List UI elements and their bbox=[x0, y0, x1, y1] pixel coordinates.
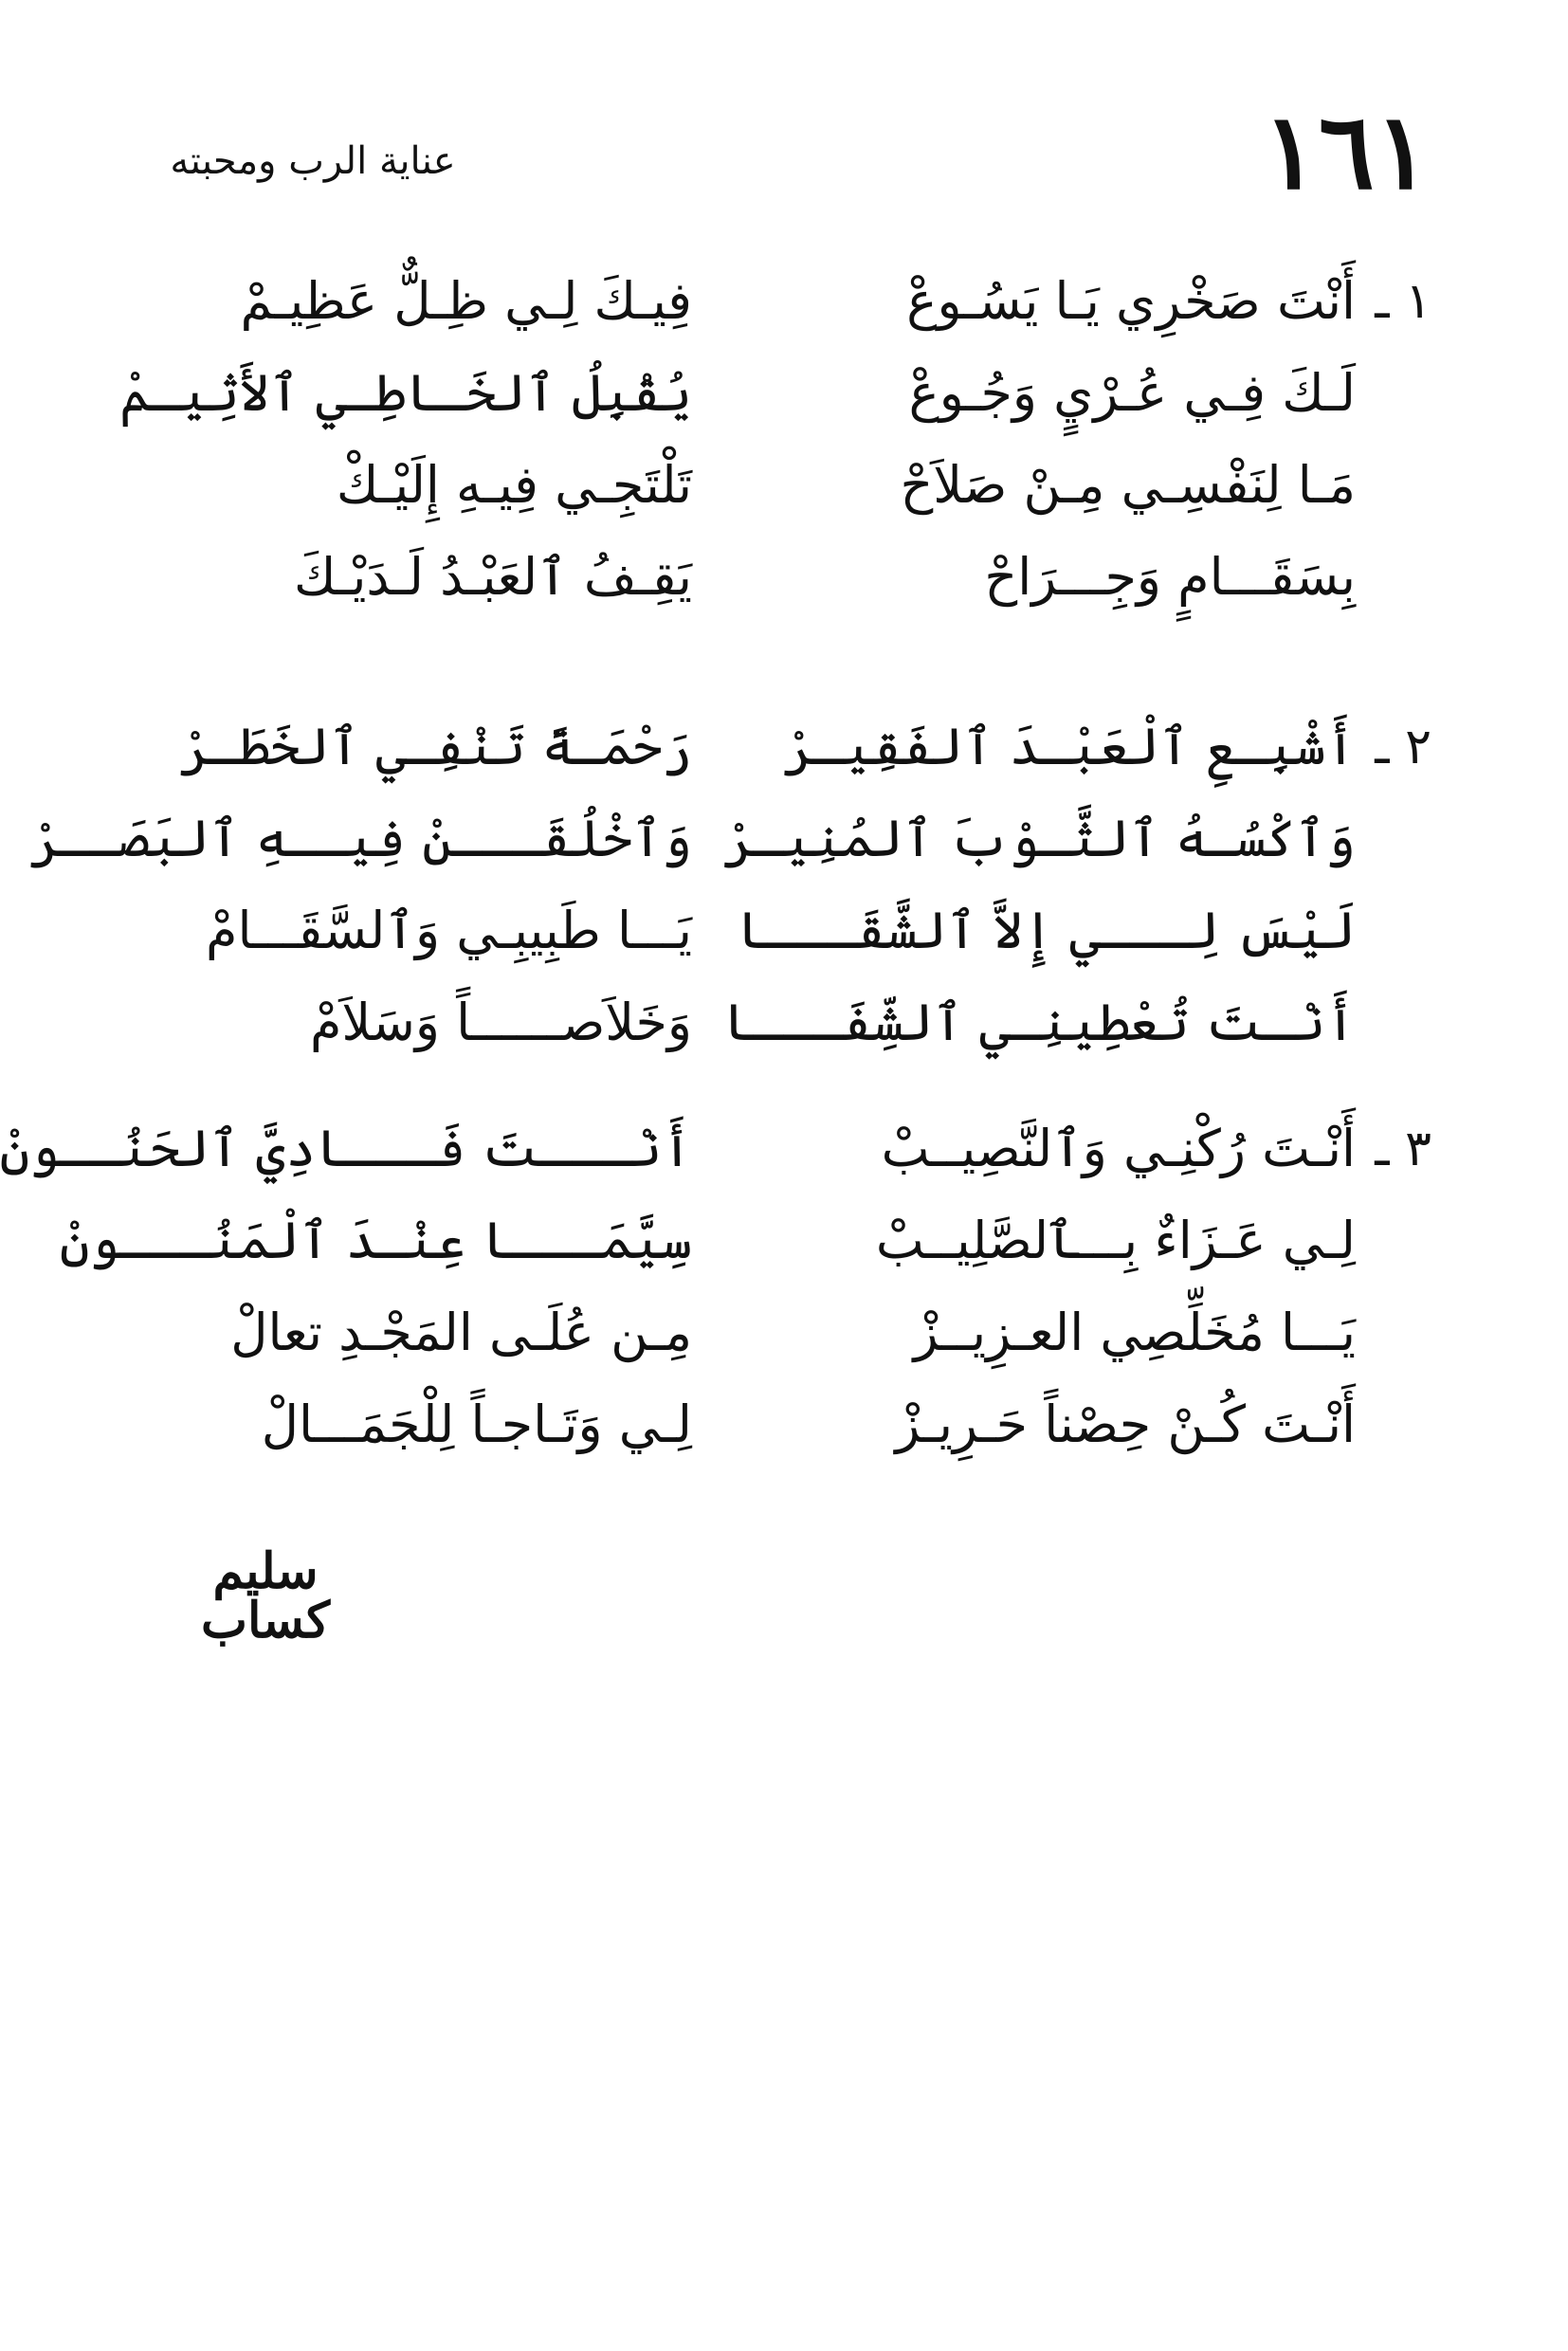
verse-line bbox=[142, 893, 1431, 985]
first-hemistich: أَنْتَ صَخْرِي يَـا يَسُـوعْ bbox=[906, 271, 1356, 331]
second-hemistich: لِـي وَتَـاجـاً لِلْجَمَـــالْ bbox=[261, 1394, 692, 1454]
verse-line bbox=[142, 1295, 1431, 1387]
first-hemistich: لَـكَ فِـي عُـرْيٍ وَجُـوعْ bbox=[908, 363, 1356, 423]
second-hemistich: رَحْمَـةً تَنْفِـي ٱلخَطَـرْ bbox=[179, 717, 692, 776]
verse-line bbox=[0, 1111, 1431, 1203]
second-hemistich: أَنْـــتَ فَـــادِيَّ ٱلحَنُــونْ bbox=[0, 1119, 692, 1178]
hymn-number: ١٦١ bbox=[1262, 90, 1431, 212]
stanza-3 bbox=[0, 1111, 1431, 1479]
stanza-number: ٣ ـ bbox=[1375, 1121, 1431, 1177]
first-hemistich: أَنْـتَ رُكْنِـي وَٱلنَّصِيــبْ bbox=[881, 1119, 1356, 1178]
first-hemistich: وَٱكْسُـهُ ٱلثَّـوْبَ ٱلمُنِيـرْ bbox=[722, 809, 1356, 868]
stanza-2 bbox=[29, 709, 1431, 1077]
first-hemistich: أَشْبِـعِ ٱلْعَبْـدَ ٱلفَقِيـرْ bbox=[783, 717, 1356, 776]
section-title: عناية الرب ومحبته bbox=[170, 139, 456, 183]
verse-line bbox=[142, 264, 1431, 355]
second-hemistich: مِـن عُلَـى المَجْـدِ تعالْ bbox=[230, 1303, 692, 1362]
second-hemistich: يُقْبِلُ ٱلخَـاطِـي ٱلأَثِيـمْ bbox=[119, 363, 692, 423]
verse-line bbox=[59, 1203, 1431, 1295]
second-hemistich: وَٱخْلُقَـــنْ فِيــهِ ٱلبَصَــرْ bbox=[29, 809, 692, 868]
verse-line bbox=[119, 355, 1431, 447]
second-hemistich: فِيـكَ لِـي ظِـلٌّ عَظِيـمْ bbox=[240, 271, 692, 331]
stanza-1 bbox=[119, 264, 1431, 631]
verse-line bbox=[29, 801, 1431, 893]
author-name: سليم كساب bbox=[201, 1542, 330, 1649]
verse-line bbox=[142, 1387, 1431, 1479]
first-hemistich: لِـي عَـزَاءٌ بِـــٱلصَّلِيــبْ bbox=[875, 1211, 1356, 1270]
verse-line bbox=[142, 985, 1431, 1077]
first-hemistich: يَـــا مُخَلِّصِي العـزِيــزْ bbox=[913, 1303, 1356, 1362]
verse-line bbox=[142, 539, 1431, 631]
stanza-number: ١ ـ bbox=[1375, 273, 1431, 330]
first-hemistich: أَنْـتَ كُـنْ حِصْناً حَـرِيـزْ bbox=[895, 1394, 1356, 1454]
first-hemistich: أَنْـتَ تُعْطِينِـي ٱلشِّفَـــا bbox=[722, 993, 1356, 1052]
second-hemistich: يَقِـفُ ٱلعَبْـدُ لَـدَيْـكَ bbox=[294, 547, 692, 607]
second-hemistich: يَـــا طَبِيبِـي وَٱلسَّقَـــامْ bbox=[206, 901, 692, 960]
second-hemistich: وَخَلاَصــــــاً وَسَلاَمْ bbox=[309, 993, 692, 1052]
second-hemistich: تَلْتَجِـي فِيـهِ إِلَيْـكْ bbox=[336, 455, 692, 515]
first-hemistich: بِسَقَـــامٍ وَجِـــرَاحْ bbox=[984, 547, 1356, 607]
second-hemistich: سِيَّمَـــا عِنْـدَ ٱلْمَنُـــونْ bbox=[59, 1211, 692, 1270]
verse-line bbox=[142, 447, 1431, 539]
verse-line bbox=[142, 709, 1431, 801]
stanza-number: ٢ ـ bbox=[1375, 719, 1431, 775]
first-hemistich: مَـا لِنَفْسِـي مِـنْ صَلاَحْ bbox=[900, 455, 1356, 515]
first-hemistich: لَيْسَ لِـــي إِلاَّ ٱلشَّقَـــا bbox=[737, 901, 1356, 960]
